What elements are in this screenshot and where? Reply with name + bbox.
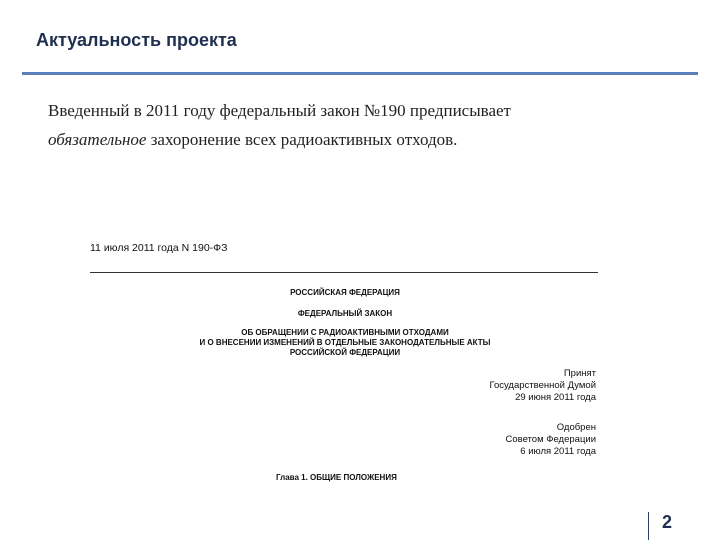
law-approved-by: Советом Федерации: [505, 434, 596, 445]
law-title-line3: РОССИЙСКОЙ ФЕДЕРАЦИИ: [289, 348, 401, 357]
law-divider: [90, 272, 598, 273]
law-type: ФЕДЕРАЛЬНЫЙ ЗАКОН: [297, 309, 393, 318]
body-text-part1: Введенный в 2011 году федеральный закон №190 предписывает: [48, 101, 511, 120]
law-approved-block: [506, 422, 597, 458]
law-adopted-label: Принят: [563, 368, 596, 379]
law-adopted-date: 29 июня 2011 года: [515, 392, 596, 403]
law-approved-label: Одобрен: [556, 422, 596, 433]
law-approved-date: 6 июля 2011 года: [520, 446, 596, 457]
slide-title: Актуальность проекта: [36, 30, 237, 50]
body-text-emphasis: обязательное: [48, 130, 147, 149]
law-chapter-heading: Глава 1. ОБЩИЕ ПОЛОЖЕНИЯ: [276, 473, 397, 482]
law-country: РОССИЙСКАЯ ФЕДЕРАЦИЯ: [290, 288, 400, 297]
law-date-line: 11 июля 2011 года N 190-ФЗ: [90, 242, 228, 254]
page-number: 2: [662, 512, 673, 532]
slide-body-text: [48, 96, 688, 154]
title-divider: [22, 72, 698, 75]
law-adopted-block: [489, 368, 596, 404]
body-text-part2: захоронение всех радиоактивных отходов.: [146, 130, 458, 149]
law-adopted-by: Государственной Думой: [489, 380, 596, 391]
law-title: [90, 328, 600, 358]
law-title-line1: ОБ ОБРАЩЕНИИ С РАДИОАКТИВНЫМИ ОТХОДАМИ: [241, 328, 449, 337]
page-number-divider: [648, 512, 649, 540]
law-title-line2: И О ВНЕСЕНИИ ИЗМЕНЕНИЙ В ОТДЕЛЬНЫЕ ЗАКОНОДАТЕЛЬНЫЕ АКТЫ: [199, 338, 491, 347]
